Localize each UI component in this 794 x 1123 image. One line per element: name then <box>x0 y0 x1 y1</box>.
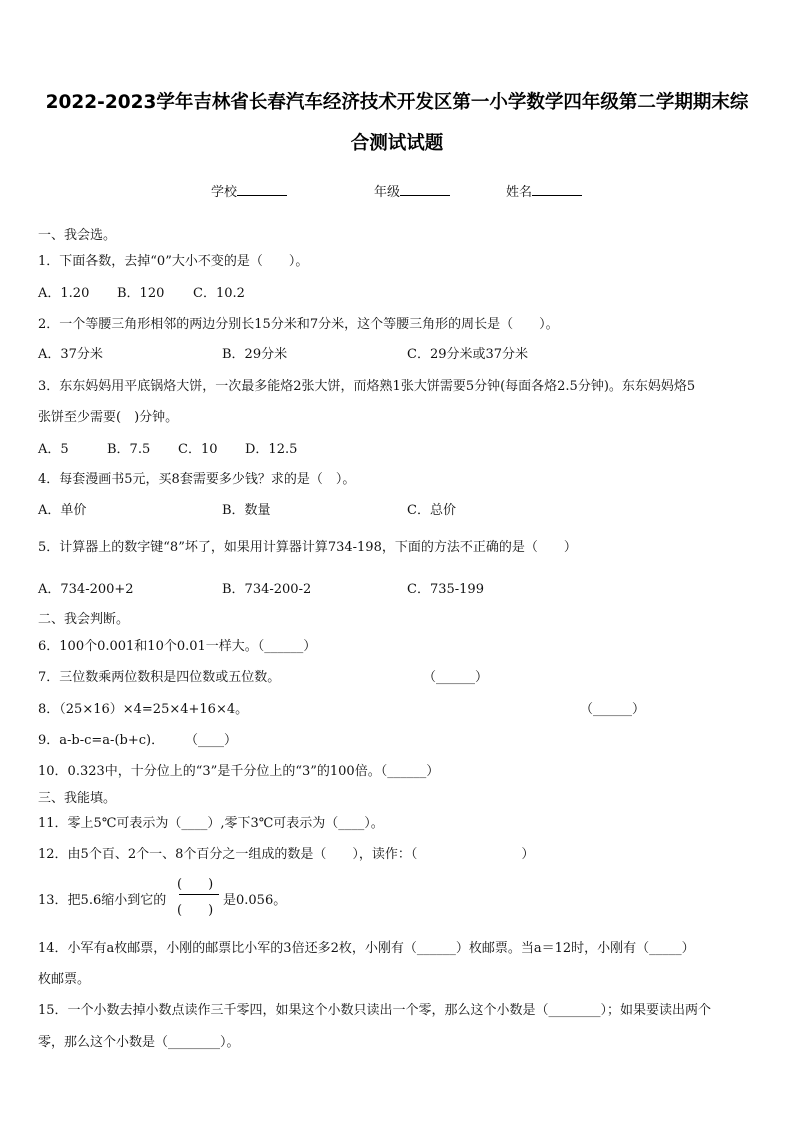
q2-option-a[interactable]: A．37分米 <box>38 347 103 362</box>
name-field <box>506 181 582 200</box>
q3-option-b[interactable]: B．7.5 <box>107 442 151 457</box>
question-12: 12．由5个百、2个一、8个百分之一组成的数是（ ），读作：（ ） <box>38 847 535 862</box>
question-10: 10．0.323中，十分位上的“3”是千分位上的“3”的100倍。（______） <box>38 764 440 779</box>
q2-option-b[interactable]: B．29分米 <box>222 347 288 362</box>
question-11: 11．零上5℃可表示为（____）,零下3℃可表示为（____）。 <box>38 816 384 831</box>
q1-option-c[interactable]: C．10.2 <box>193 286 245 301</box>
school-blank[interactable] <box>237 183 287 196</box>
q13-numerator-blank: ( ) <box>177 877 214 892</box>
q1-option-b[interactable]: B．120 <box>117 286 165 301</box>
grade-label: 年级 <box>374 185 401 200</box>
name-label: 姓名 <box>506 185 533 200</box>
q3-option-a[interactable]: A．5 <box>38 442 69 457</box>
q4-option-a[interactable]: A．单价 <box>38 503 87 518</box>
question-15-cont: 零，那么这个小数是（________）。 <box>38 1035 240 1050</box>
question-13: 13．把5.6缩小到它的 <box>38 893 167 908</box>
q1-option-a[interactable]: A．1.20 <box>38 286 90 301</box>
section-heading-3: 三、我能填。 <box>38 791 117 806</box>
question-14: 14．小军有a枚邮票，小刚的邮票比小军的3倍还多2枚，小刚有（______）枚邮票。当a＝12时，小刚有（_____） <box>38 941 695 956</box>
q3-option-c[interactable]: C．10 <box>178 442 218 457</box>
section-heading-1: 一、我会选。 <box>38 228 117 243</box>
q5-option-c[interactable]: C．735-199 <box>407 582 484 597</box>
q4-option-b[interactable]: B．数量 <box>222 503 271 518</box>
fraction-bar <box>179 894 219 895</box>
name-blank[interactable] <box>532 183 582 196</box>
q3-option-d[interactable]: D．12.5 <box>245 442 298 457</box>
question-5: 5．计算器上的数字键“8”坏了，如果用计算器计算734-198，下面的方法不正确的是（ ） <box>38 540 577 555</box>
question-13-tail: 是0.056。 <box>223 893 287 908</box>
q5-option-a[interactable]: A．734-200+2 <box>38 582 134 597</box>
question-3-cont: 张饼至少需要( )分钟。 <box>38 410 179 425</box>
question-7: 7．三位数乘两位数积是四位数或五位数。 <box>38 670 281 685</box>
question-14-cont: 枚邮票。 <box>38 972 91 987</box>
question-6: 6．100个0.001和10个0.01一样大。（______） <box>38 639 317 654</box>
q13-denominator-blank: ( ) <box>177 903 214 918</box>
school-field <box>211 181 287 200</box>
question-8: 8．（25×16）×4=25×4+16×4。 <box>38 702 249 717</box>
question-15: 15．一个小数去掉小数点读作三千零四，如果这个小数只读出一个零，那么这个小数是（________）；如果要读出两个 <box>38 1003 712 1018</box>
question-1: 1．下面各数，去掉“0”大小不变的是（ ）。 <box>38 254 309 269</box>
grade-blank[interactable] <box>400 183 450 196</box>
section-heading-2: 二、我会判断。 <box>38 612 130 627</box>
q7-answer-blank[interactable]: （______） <box>423 670 489 685</box>
page-title-cont: 合测试试题 <box>350 133 444 154</box>
question-4: 4．每套漫画书5元，买8套需要多少钱？求的是（ ）。 <box>38 472 356 487</box>
q2-option-c[interactable]: C．29分米或37分米 <box>407 347 529 362</box>
question-3: 3．东东妈妈用平底锅烙大饼，一次最多能烙2张大饼，而烙熟1张大饼需要5分钟(每面各烙2.5分钟)。东东妈妈烙5 <box>38 379 696 394</box>
question-2: 2．一个等腰三角形相邻的两边分别长15分米和7分米，这个等腰三角形的周长是（ ）。 <box>38 317 559 332</box>
q5-option-b[interactable]: B．734-200-2 <box>222 582 312 597</box>
q4-option-c[interactable]: C．总价 <box>407 503 456 518</box>
q13-fraction-blank[interactable] <box>177 873 221 919</box>
page-title: 2022-2023学年吉林省长春汽车经济技术开发区第一小学数学四年级第二学期期末综 <box>45 92 749 113</box>
grade-field <box>374 181 450 200</box>
q9-answer-blank[interactable]: （____） <box>185 733 238 748</box>
school-label: 学校 <box>211 185 238 200</box>
q8-answer-blank[interactable]: （______） <box>580 702 646 717</box>
question-9: 9．a-b-c=a-(b+c)． <box>38 733 165 748</box>
